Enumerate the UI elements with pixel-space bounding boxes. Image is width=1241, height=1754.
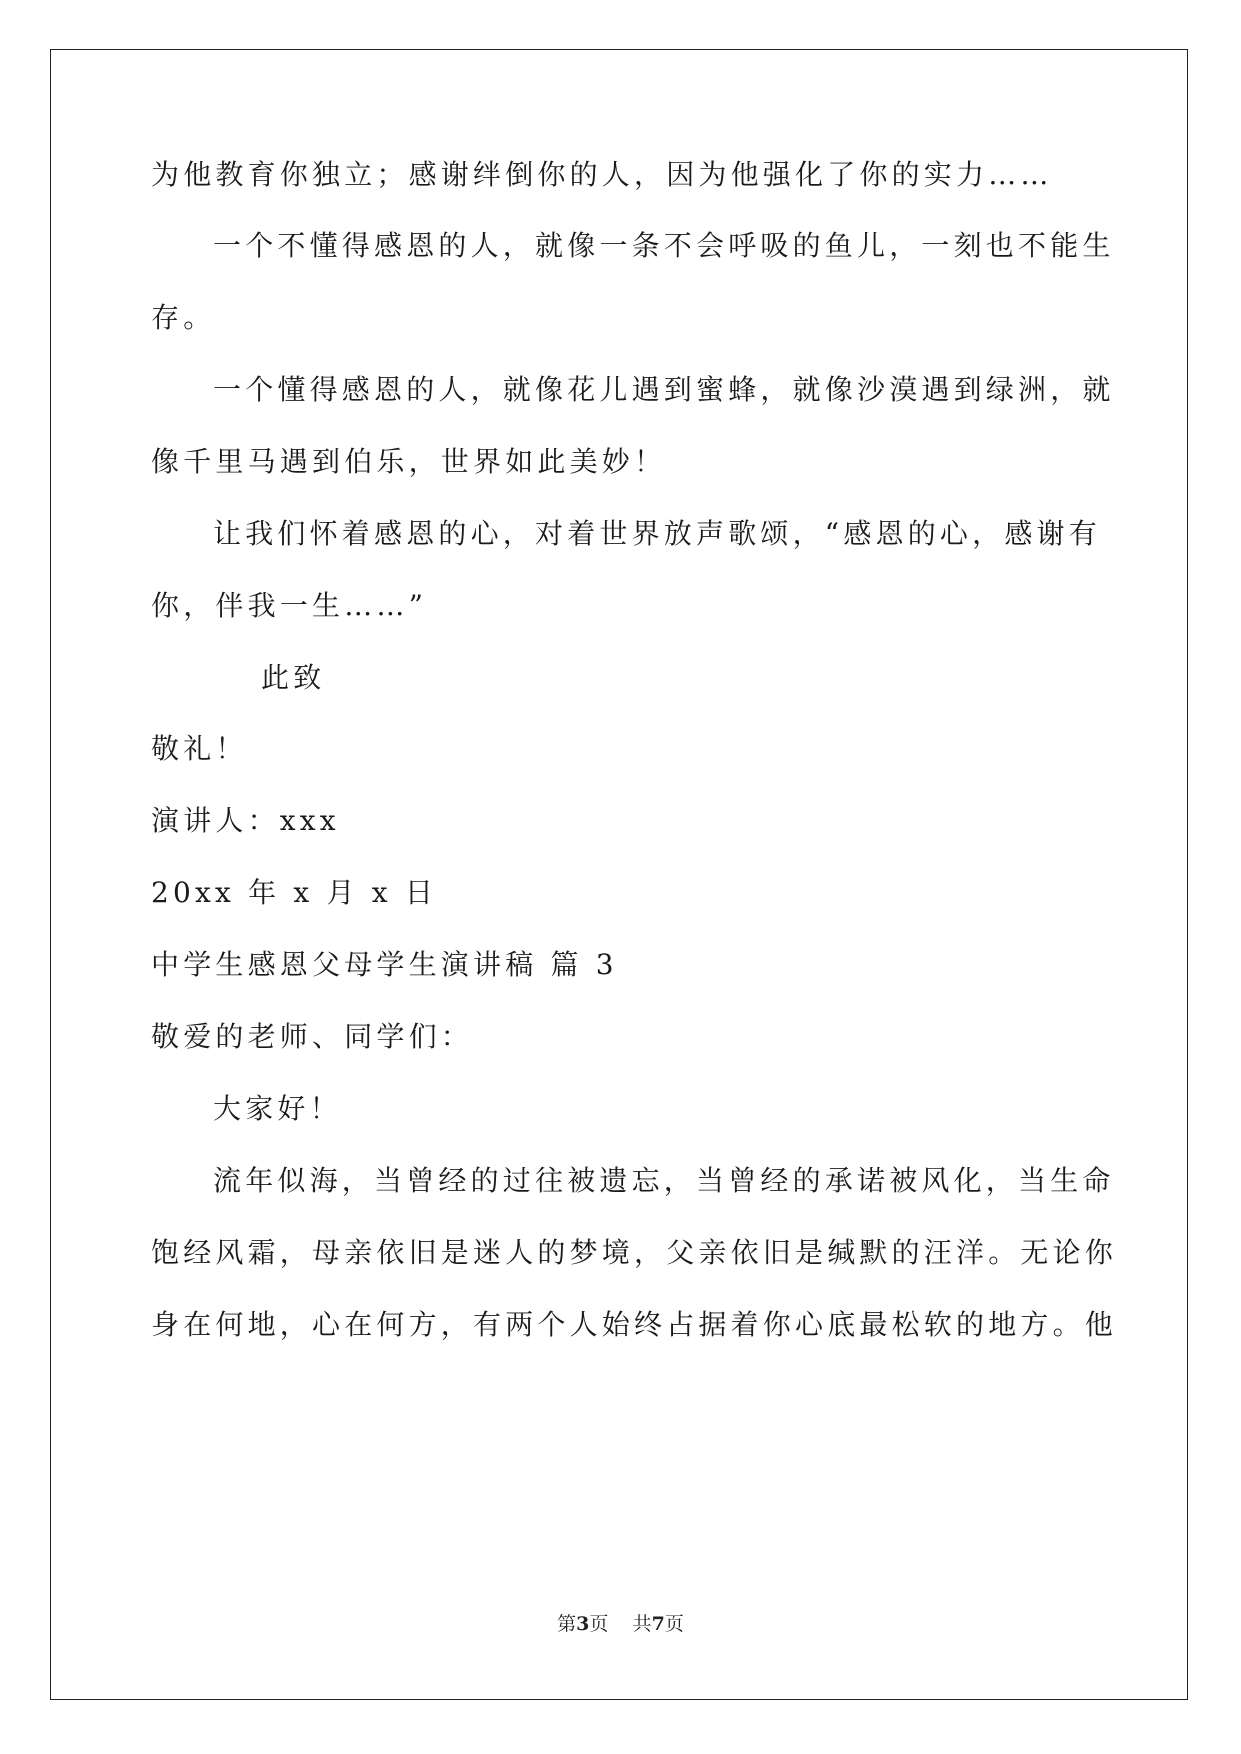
text-line-2: 一个不懂得感恩的人，就像一条不会呼吸的鱼儿，一刻也不能生 (213, 229, 1115, 262)
text-line-5: 像千里马遇到伯乐，世界如此美妙！ (151, 445, 667, 478)
text-line-17: 身在何地，心在何方，有两个人始终占据着你心底最松软的地方。他 (151, 1308, 1118, 1341)
text-line-16: 饱经风霜，母亲依旧是迷人的梦境，父亲依旧是缄默的汪洋。无论你 (151, 1236, 1118, 1269)
page-footer (0, 1612, 1241, 1636)
closing-regards: 敬礼！ (151, 732, 248, 765)
speaker-line: 演讲人：xxx (151, 804, 340, 837)
text-line-4: 一个懂得感恩的人，就像花儿遇到蜜蜂，就像沙漠遇到绿洲，就 (213, 373, 1115, 406)
date-line: 20xx 年 x 月 x 日 (151, 876, 438, 909)
text-line-3: 存。 (151, 301, 216, 334)
total-pages: 7 (651, 1613, 665, 1635)
total-prefix: 共 (632, 1613, 652, 1635)
text-line-6: 让我们怀着感恩的心，对着世界放声歌颂，“感恩的心，感谢有 (213, 517, 1101, 550)
greeting-hello: 大家好！ (213, 1092, 342, 1125)
page-prefix: 第 (557, 1613, 577, 1635)
text-line-7: 你，伴我一生……” (151, 589, 428, 622)
section-heading: 中学生感恩父母学生演讲稿 篇 3 (151, 948, 618, 981)
page-suffix: 页 (589, 1613, 609, 1635)
text-line-15: 流年似海，当曾经的过往被遗忘，当曾经的承诺被风化，当生命 (213, 1164, 1115, 1197)
text-line-1: 为他教育你独立；感谢绊倒你的人，因为他强化了你的实力…… (151, 158, 1053, 191)
page-number: 3 (576, 1613, 590, 1635)
closing-salutation: 此致 (261, 661, 326, 694)
greeting-audience: 敬爱的老师、同学们： (151, 1020, 474, 1053)
total-suffix: 页 (664, 1613, 684, 1635)
